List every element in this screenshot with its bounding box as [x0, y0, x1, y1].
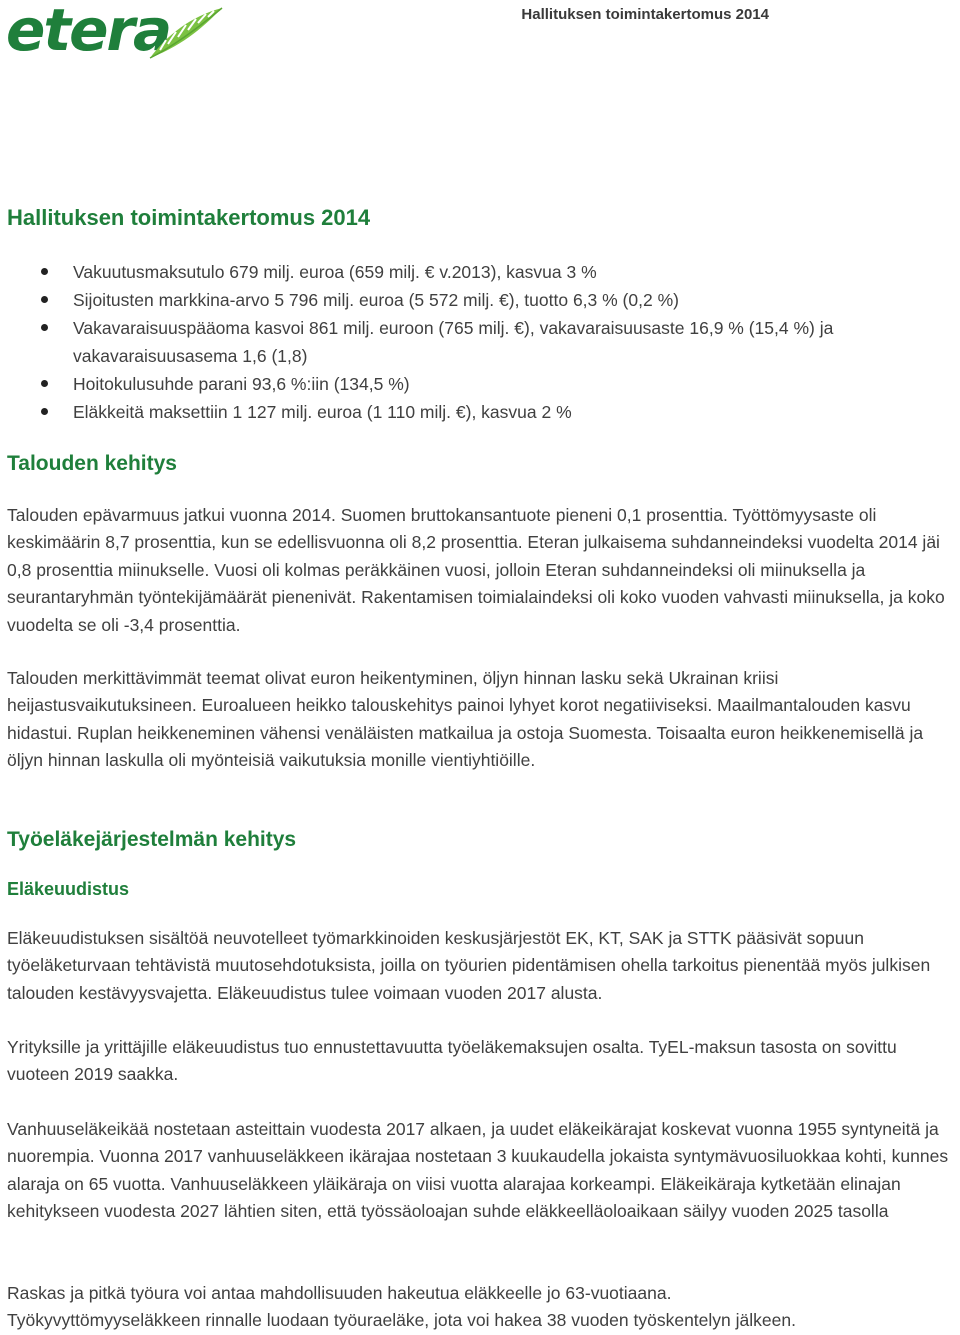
page-title: Hallituksen toimintakertomus 2014: [7, 205, 371, 230]
pension-paragraph-1: Eläkeuudistuksen sisältöä neuvotelleet työmarkkinoiden keskusjärjestöt EK, KT, SAK ja STTK pääsivät sopuun työeläketurvaan tehtävistä muutosehdotuksista, joilla on työurien pidentämisen ohella tarkoitus pienentää myös julkisen talouden kestävyysvajetta. Eläkeuudistus tulee voimaan vuoden 2017 alusta.: [7, 928, 931, 1003]
pension-paragraph-4: [7, 1280, 957, 1335]
economy-paragraph-2: Talouden merkittävimmät teemat olivat euron heikentyminen, öljyn hinnan lasku sekä Ukrainan kriisi heijastusvaikutuksineen. Euroalueen heikko talouskehitys painoi lyhyet korot negatiiviseksi. Maailmantalouden kasvu hidastui. Ruplan heikkeneminen vähensi venäläisten matkailua ja ostoja Suomesta. Toisaalta euron heikkenemisellä ja öljyn hinnan laskulla oli myönteisiä vaikutuksia monille vientiyhtiöille.: [7, 668, 924, 771]
list-item: Vakavaraisuuspääoma kasvoi 861 milj. euroon (765 milj. €), vakavaraisuusaste 16,9 % (15,4 %) ja vakavaraisuusasema 1,6 (1,8): [73, 314, 958, 370]
pension-paragraph-4-line-1: Raskas ja pitkä työura voi antaa mahdollisuuden hakeutua eläkkeelle jo 63-vuotiaana.: [7, 1283, 672, 1303]
header-title: Hallituksen toimintakertomus 2014: [521, 6, 769, 23]
leaf-icon: [146, 6, 226, 62]
key-figures-list: [73, 258, 958, 426]
list-item: Vakuutusmaksutulo 679 milj. euroa (659 milj. € v.2013), kasvua 3 %: [73, 258, 958, 286]
pension-paragraph-4-line-2: Työkyvyttömyyseläkkeen rinnalle luodaan työuraeläke, jota voi hakea 38 vuoden työskentelyn jälkeen.: [7, 1310, 796, 1331]
list-item: Hoitokulusuhde parani 93,6 %:iin (134,5 %): [73, 370, 958, 398]
section-heading-economy: Talouden kehitys: [7, 452, 177, 475]
pension-paragraph-3: Vanhuuseläkeikää nostetaan asteittain vuodesta 2017 alkaen, ja uudet eläkeikärajat koskevat vuonna 1955 syntyneitä ja nuorempia. Vuonna 2017 vanhuuseläkkeen ikärajaa nostetaan 3 kuukaudella jokaista syntymävuosiluokkaa kohti, kunnes alaraja on 65 vuotta. Vanhuuseläkkeen yläikäraja on viisi vuotta alarajaa korkeampi. Eläkeikäraja kytketään elinajan kehitykseen vuodesta 2027 lähtien siten, että työssäoloajan suhde eläkkeelläoloaikaan säilyy vuoden 2025 tasolla: [7, 1119, 949, 1222]
list-item: Sijoitusten markkina-arvo 5 796 milj. euroa (5 572 milj. €), tuotto 6,3 % (0,2 %): [73, 286, 958, 314]
section-heading-pension-system: Työeläkejärjestelmän kehitys: [7, 828, 297, 851]
logo-wordmark: etera: [6, 0, 171, 64]
economy-paragraph-1: Talouden epävarmuus jatkui vuonna 2014. Suomen bruttokansantuote pieneni 0,1 prosenttia. Työttömyysaste oli keskimäärin 8,7 prosenttia, kun se edellisvuonna oli 8,2 prosenttia. Eteran julkaisema suhdanneindeksi vuodelta 2014 jäi 0,8 prosenttia miinukselle. Vuosi oli kolmas peräkkäinen vuosi, jolloin Eteran suhdanneindeksi oli miinuksella ja seurantaryhmän työntekijämäärät pienenivät. Rakentamisen toimialaindeksi oli koko vuoden vahvasti miinuksella, ja koko vuodelta se oli -3,4 prosenttia.: [7, 505, 945, 635]
list-item: Eläkkeitä maksettiin 1 127 milj. euroa (1 110 milj. €), kasvua 2 %: [73, 398, 958, 426]
subheading-pension-reform: Eläkeuudistus: [7, 879, 130, 899]
pension-paragraph-2: Yrityksille ja yrittäjille eläkeuudistus tuo ennustettavuutta työeläkemaksujen osalta. TyEL-maksun tasosta on sovittu vuoteen 2019 saakka.: [7, 1037, 897, 1085]
etera-logo: [6, 0, 220, 64]
